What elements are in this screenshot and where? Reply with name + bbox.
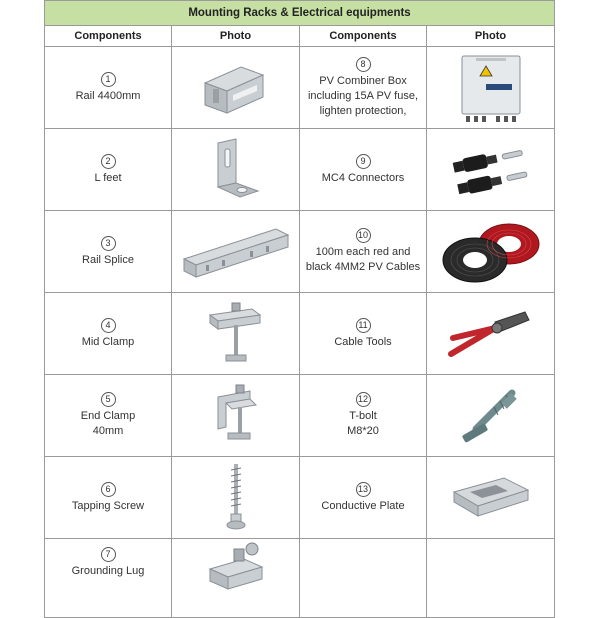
photo-cell (427, 293, 555, 375)
header-components: Components (300, 26, 427, 47)
component-label: End Clamp 40mm (80, 410, 136, 437)
component-cell (45, 375, 172, 457)
item-number: 2 (101, 154, 116, 169)
component-label: L feet (94, 171, 122, 184)
equipment-table (44, 0, 555, 618)
table-row (45, 129, 555, 211)
table-title: Mounting Racks & Electrical equipments (45, 1, 555, 26)
table-row (45, 457, 555, 539)
mid-clamp-icon (196, 299, 276, 369)
rail-icon (191, 53, 281, 123)
item-number: 6 (101, 482, 116, 497)
header-photo: Photo (427, 26, 555, 47)
component-cell (45, 129, 172, 211)
component-cell (300, 375, 427, 457)
component-cell (300, 293, 427, 375)
mc4-connectors-icon (441, 137, 541, 203)
component-label: PV Combiner Box including 15A PV fuse, lighten protection, (307, 74, 419, 117)
component-label: 100m each red and black 4MM2 PV Cables (305, 246, 421, 273)
component-cell (45, 539, 172, 618)
item-number: 10 (356, 228, 371, 243)
table-row (45, 293, 555, 375)
component-label: Mid Clamp (81, 335, 135, 348)
end-clamp-icon (196, 381, 276, 451)
component-cell (45, 211, 172, 293)
photo-cell (172, 375, 300, 457)
table-row (45, 47, 555, 129)
component-cell (300, 129, 427, 211)
table-row (45, 539, 555, 618)
photo-cell (427, 211, 555, 293)
l-feet-icon (196, 135, 276, 205)
pv-cables-icon (435, 216, 547, 288)
item-number: 9 (356, 154, 371, 169)
equipment-sheet (44, 0, 554, 600)
photo-cell (172, 539, 300, 618)
component-cell (45, 293, 172, 375)
component-label: Tapping Screw (71, 499, 145, 512)
item-number: 12 (356, 392, 371, 407)
item-number: 8 (356, 57, 371, 72)
photo-cell (172, 457, 300, 539)
photo-cell (427, 129, 555, 211)
component-label: Conductive Plate (321, 499, 405, 512)
photo-cell (172, 211, 300, 293)
component-label: Cable Tools (334, 335, 392, 348)
conductive-plate-icon (446, 468, 536, 528)
photo-cell (427, 457, 555, 539)
component-label: T-bolt M8*20 (347, 410, 379, 437)
item-number: 1 (101, 72, 116, 87)
item-number: 13 (356, 482, 371, 497)
grounding-lug-icon (196, 539, 276, 599)
table-row (45, 375, 555, 457)
component-cell (45, 457, 172, 539)
component-label: MC4 Connectors (321, 171, 405, 184)
photo-cell (427, 375, 555, 457)
component-cell (45, 47, 172, 129)
component-cell (300, 211, 427, 293)
item-number: 7 (101, 547, 116, 562)
t-bolt-icon (446, 381, 536, 451)
item-number: 3 (101, 236, 116, 251)
component-label: Grounding Lug (71, 565, 145, 577)
component-cell (300, 47, 427, 129)
empty-cell (300, 539, 427, 618)
item-number: 4 (101, 318, 116, 333)
photo-cell (427, 47, 555, 129)
combiner-box-icon (446, 50, 536, 126)
component-label: Rail 4400mm (75, 89, 141, 102)
rail-splice-icon (180, 219, 292, 285)
tapping-screw-icon (216, 462, 256, 534)
photo-cell (172, 293, 300, 375)
photo-cell (172, 129, 300, 211)
crimping-tool-icon (443, 304, 539, 364)
header-components: Components (45, 26, 172, 47)
empty-cell (427, 539, 555, 618)
component-cell (300, 457, 427, 539)
table-row (45, 211, 555, 293)
item-number: 5 (101, 392, 116, 407)
photo-cell (172, 47, 300, 129)
header-photo: Photo (172, 26, 300, 47)
component-label: Rail Splice (82, 253, 134, 266)
item-number: 11 (356, 318, 371, 333)
